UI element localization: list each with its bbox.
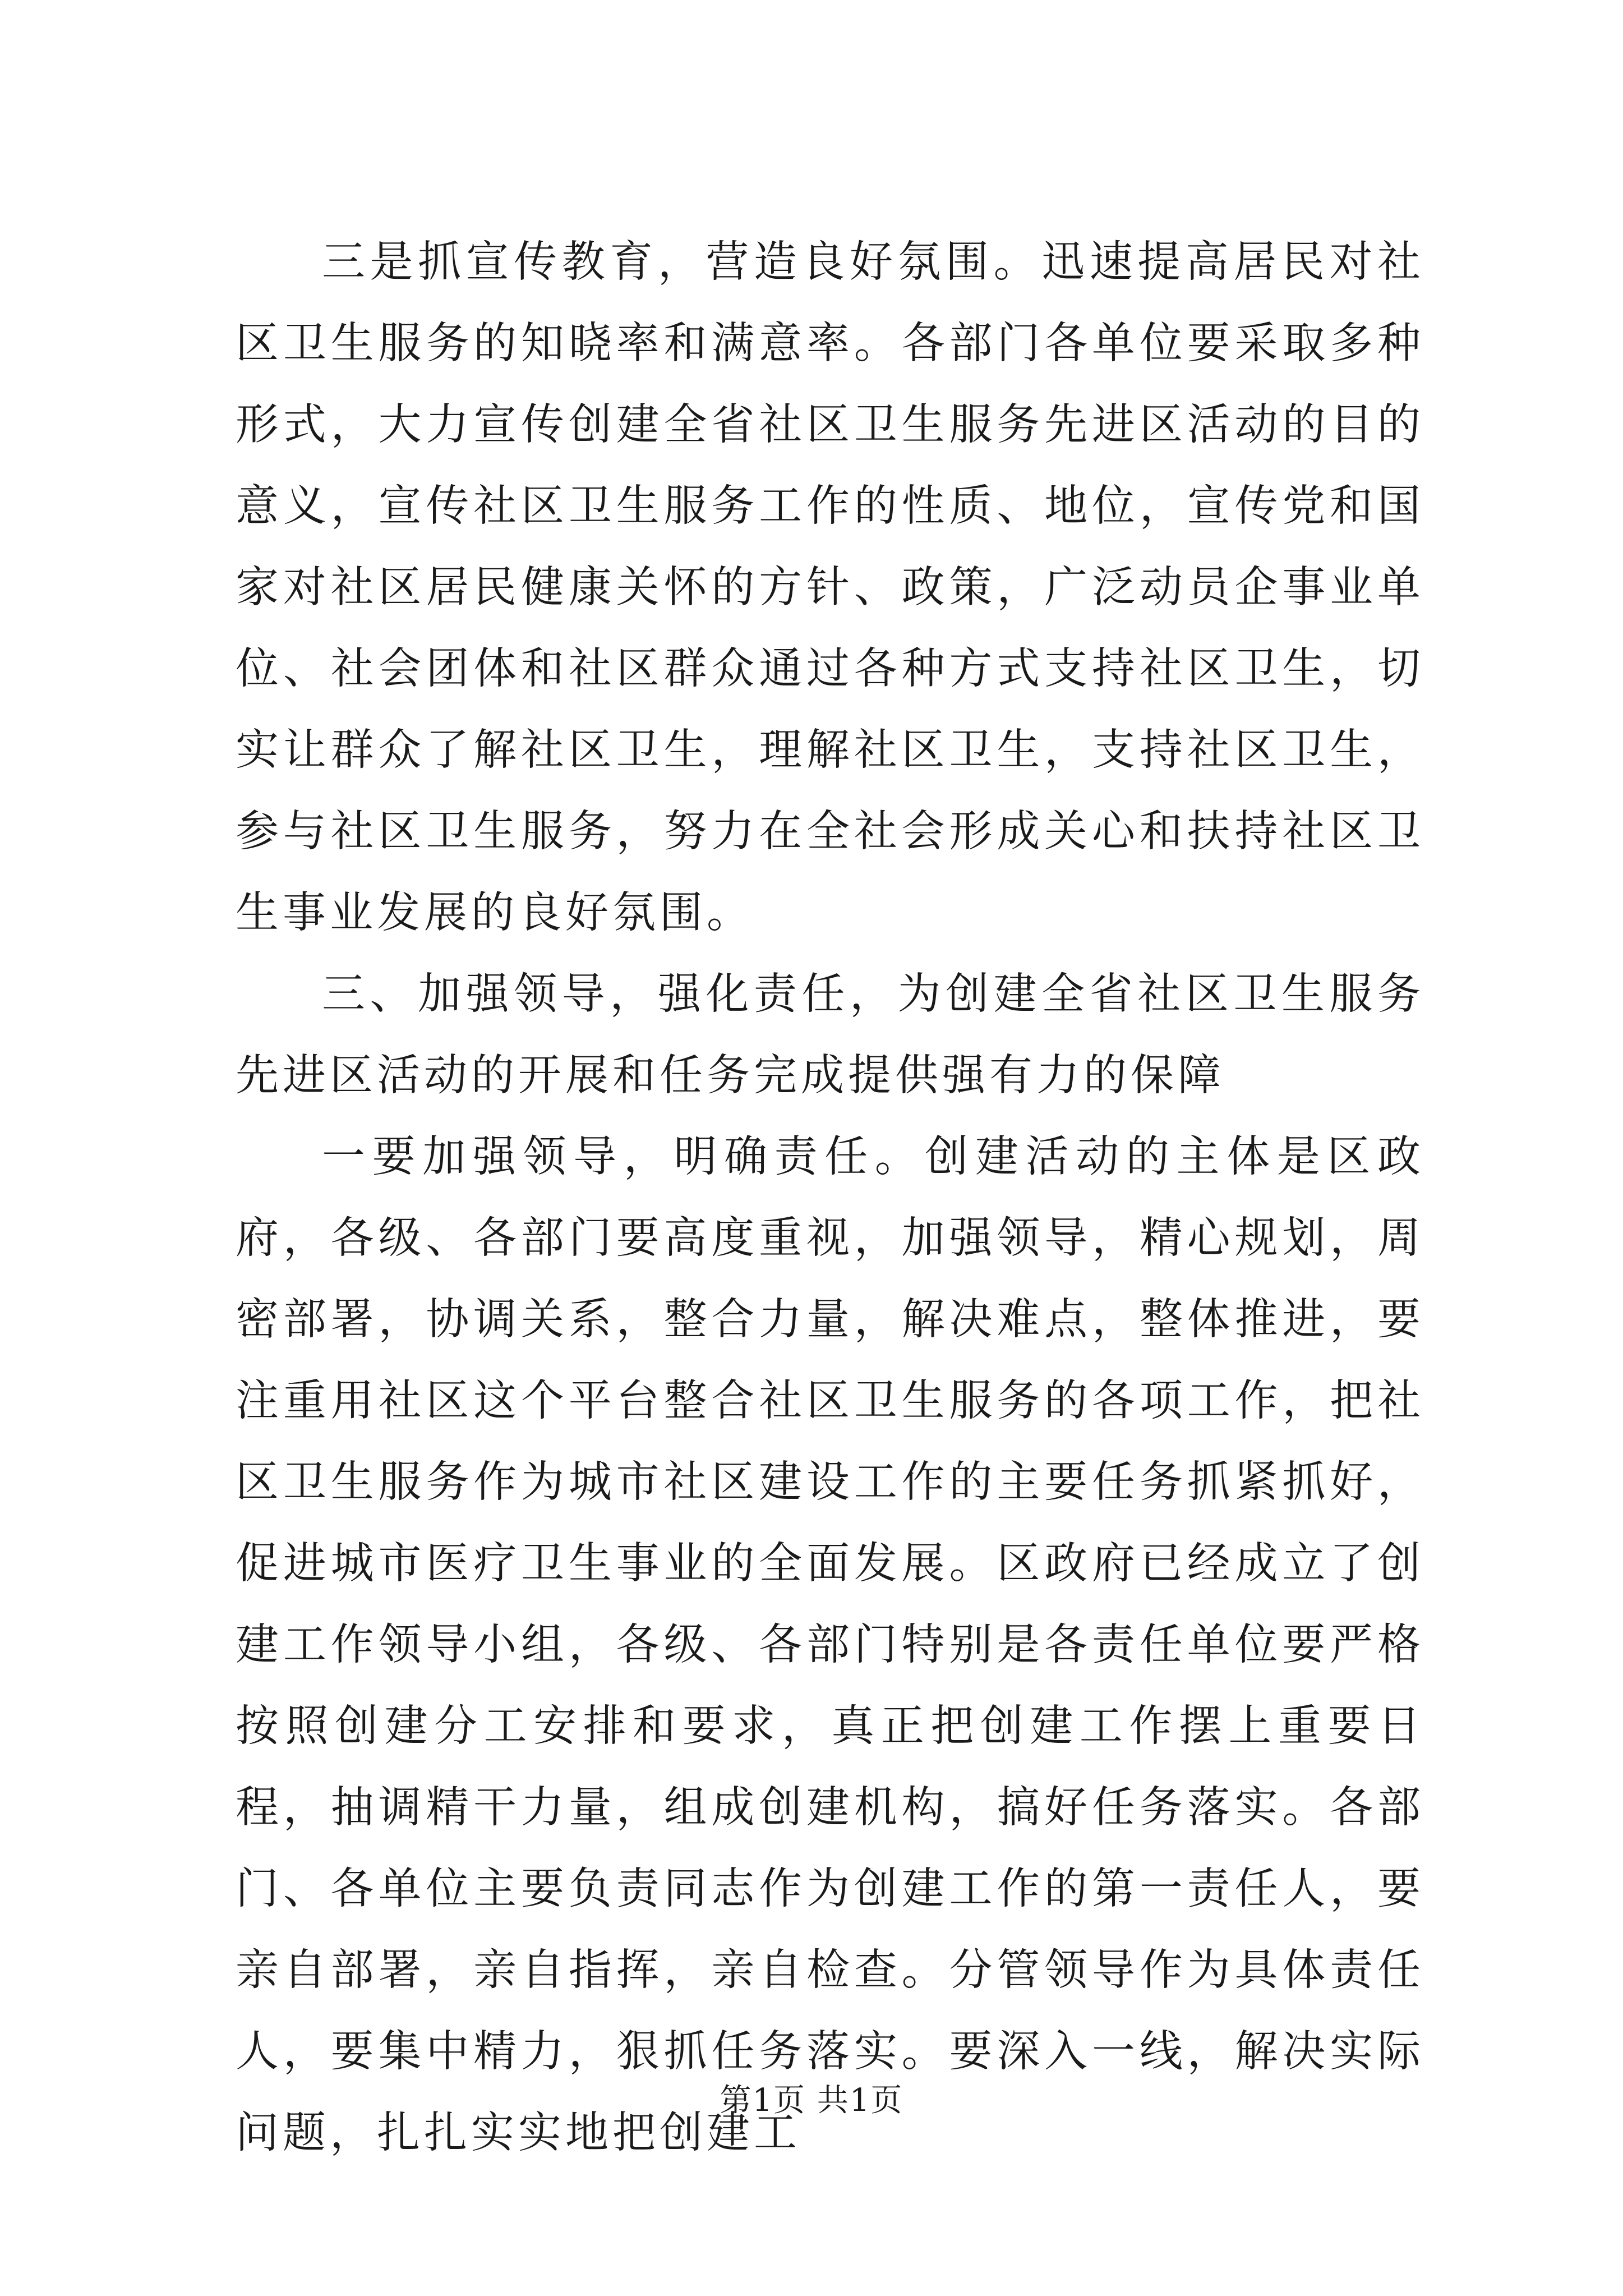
paragraph-propaganda: 三是抓宣传教育，营造良好氛围。迅速提高居民对社区卫生服务的知晓率和满意率。各部门各单位要采取多种形式，大力宣传创建全省社区卫生服务先进区活动的目的意义，宣传社区卫生服务工作的性质、地位，宣传党和国家对社区居民健康关怀的方针、政策，广泛动员企事业单位、社会团体和社区群众通过各种方式支持社区卫生，切实让群众了解社区卫生，理解社区卫生，支持社区卫生，参与社区卫生服务，努力在全社会形成关心和扶持社区卫生事业发展的良好氛围。 bbox=[236, 237, 1424, 938]
paragraph-leadership: 一要加强领导，明确责任。创建活动的主体是区政府，各级、各部门要高度重视，加强领导，精心规划，周密部署，协调关系，整合力量，解决难点，整体推进，要注重用社区这个平台整合社区卫生服务的各项工作，把社区卫生服务作为城市社区建设工作的主要任务抓紧抓好，促进城市医疗卫生事业的全面发展。区政府已经成立了创建工作领导小组，各级、各部门特别是各责任单位要严格按照创建分工安排和要求，真正把创建工作摆上重要日程，抽调精干力量，组成创建机构，搞好任务落实。各部门、各单位主要负责同志作为创建工作的第一责任人，要亲自部署，亲自指挥，亲自检查。分管领导作为具体责任人，要集中精力，狠抓任务落实。要深入一线，解决实际问题，扎扎实实地把创建工 bbox=[236, 1132, 1424, 2158]
section-heading-leadership: 三、加强领导，强化责任，为创建全省社区卫生服务先进区活动的开展和任务完成提供强有力的保障 bbox=[236, 969, 1424, 1101]
document-body bbox=[236, 222, 1424, 2174]
page-footer: 第1页 共1页 bbox=[720, 2082, 903, 2119]
